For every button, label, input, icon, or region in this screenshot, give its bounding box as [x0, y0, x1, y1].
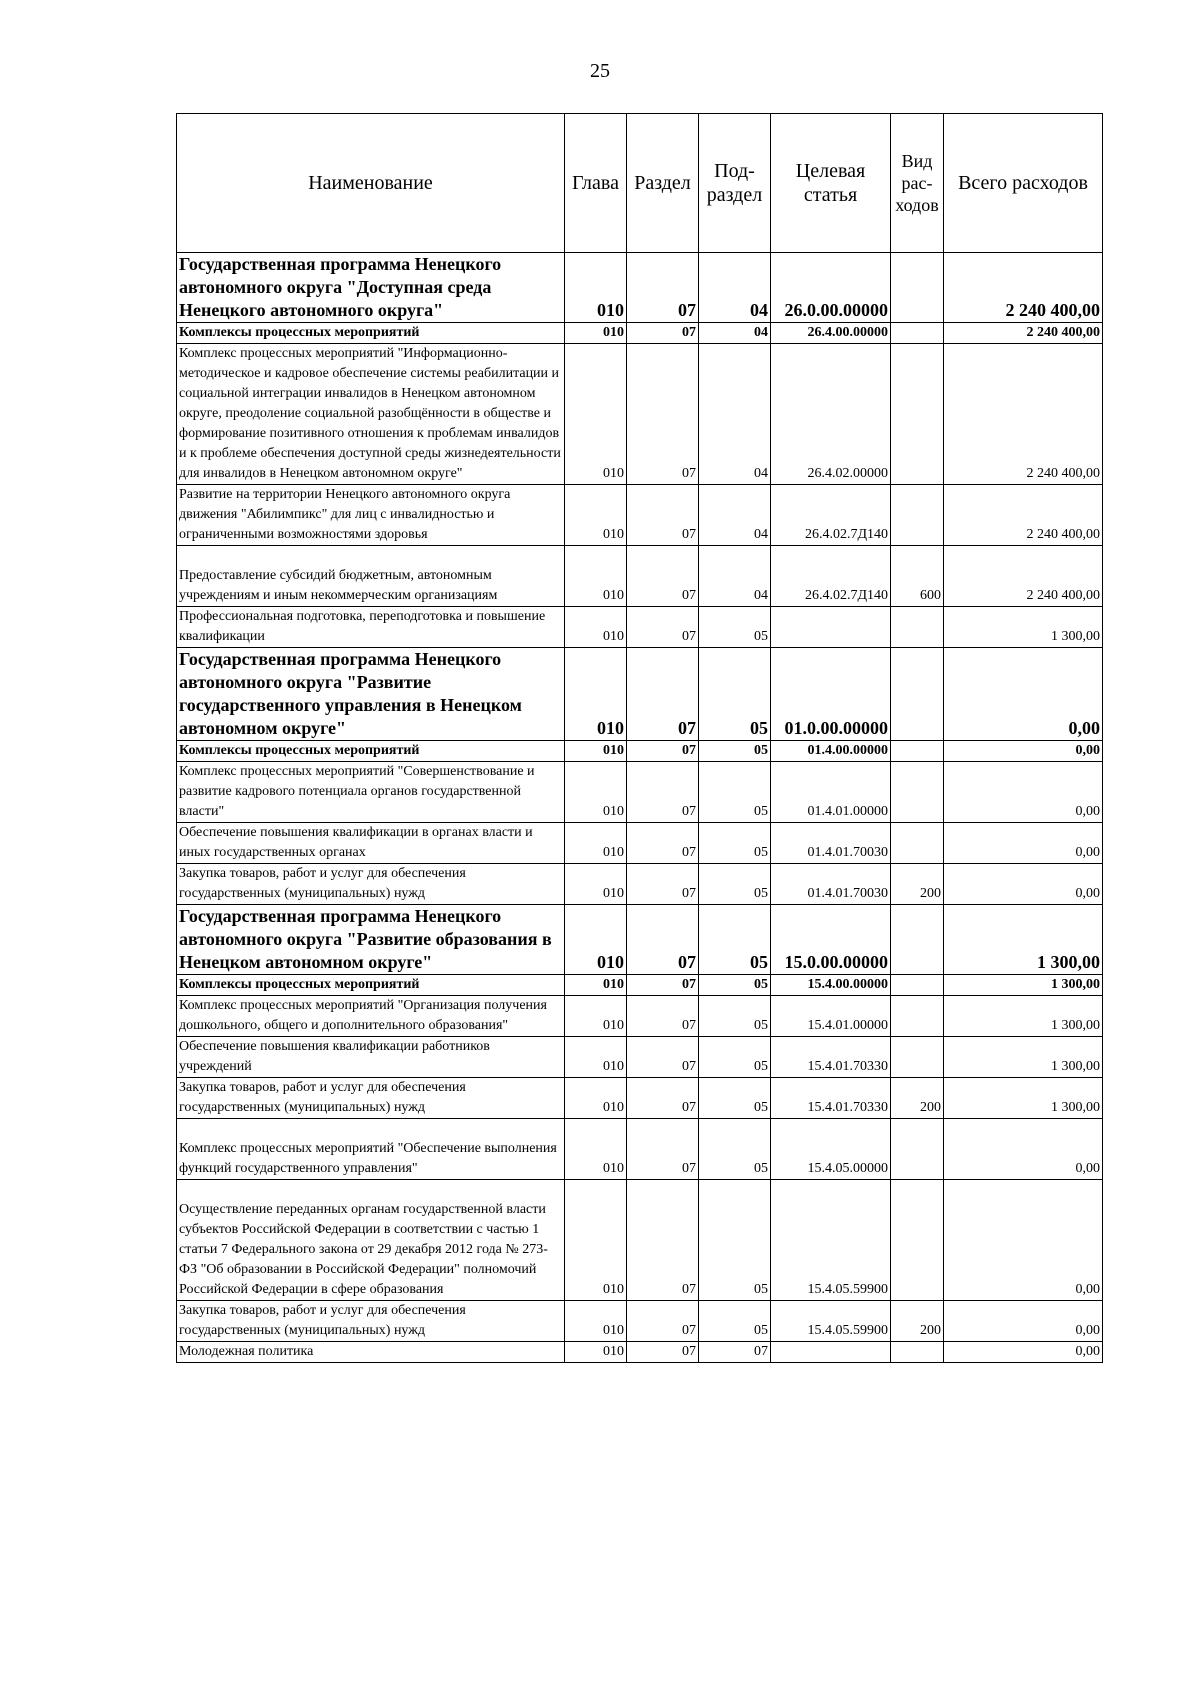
- cell-chapter: 010: [565, 996, 627, 1037]
- cell-total: 0,00: [944, 864, 1103, 905]
- cell-subsection: 04: [699, 323, 771, 344]
- cell-name: Комплекс процессных мероприятий "Организация получения дошкольного, общего и дополнительного образования": [177, 996, 565, 1037]
- cell-chapter: 010: [565, 546, 627, 607]
- cell-total: 1 300,00: [944, 607, 1103, 648]
- cell-section: 07: [627, 1180, 699, 1301]
- table-row: [177, 905, 1103, 975]
- cell-target: 01.4.01.00000: [771, 762, 891, 823]
- cell-subsection: 05: [699, 607, 771, 648]
- cell-section: 07: [627, 1301, 699, 1342]
- cell-target: 15.4.05.00000: [771, 1119, 891, 1180]
- cell-total: 0,00: [944, 1180, 1103, 1301]
- cell-name: Комплекс процессных мероприятий "Совершенствование и развитие кадрового потенциала органов государственной власти": [177, 762, 565, 823]
- cell-kind: [891, 996, 944, 1037]
- cell-target: 15.4.00.00000: [771, 975, 891, 996]
- cell-section: 07: [627, 996, 699, 1037]
- table-row: [177, 1342, 1103, 1363]
- cell-chapter: 010: [565, 485, 627, 546]
- header-chapter: Глава: [565, 114, 627, 253]
- cell-target: 15.4.05.59900: [771, 1180, 891, 1301]
- cell-total: 0,00: [944, 823, 1103, 864]
- cell-chapter: 010: [565, 741, 627, 762]
- cell-name: Закупка товаров, работ и услуг для обеспечения государственных (муниципальных) нужд: [177, 1301, 565, 1342]
- cell-total: 0,00: [944, 1301, 1103, 1342]
- header-target: Целевая статья: [771, 114, 891, 253]
- cell-kind: [891, 905, 944, 975]
- cell-section: 07: [627, 1342, 699, 1363]
- cell-subsection: 05: [699, 975, 771, 996]
- table-row: [177, 1301, 1103, 1342]
- cell-subsection: 05: [699, 996, 771, 1037]
- cell-name: Осуществление переданных органам государственной власти субъектов Российской Федерации в соответствии с частью 1 статьи 7 Федерального закона от 29 декабря 2012 года № 273-ФЗ "Об образовании в Российской Федерации" полномочий Российской Федерации в сфере образования: [177, 1180, 565, 1301]
- cell-chapter: 010: [565, 607, 627, 648]
- table-row: [177, 975, 1103, 996]
- cell-section: 07: [627, 1119, 699, 1180]
- table-row: [177, 485, 1103, 546]
- cell-total: 0,00: [944, 648, 1103, 741]
- table-row: [177, 864, 1103, 905]
- cell-section: 07: [627, 546, 699, 607]
- cell-kind: [891, 485, 944, 546]
- cell-total: 2 240 400,00: [944, 485, 1103, 546]
- cell-target: 01.4.01.70030: [771, 864, 891, 905]
- cell-subsection: 04: [699, 485, 771, 546]
- table-header-row: [177, 114, 1103, 253]
- cell-target: 15.0.00.00000: [771, 905, 891, 975]
- cell-name: Развитие на территории Ненецкого автономного округа движения "Абилимпикс" для лиц с инвалидностью и ограниченными возможностями здоровья: [177, 485, 565, 546]
- table-row: [177, 741, 1103, 762]
- cell-total: 2 240 400,00: [944, 546, 1103, 607]
- cell-total: 2 240 400,00: [944, 253, 1103, 323]
- cell-section: 07: [627, 344, 699, 485]
- cell-name: Государственная программа Ненецкого автономного округа "Развитие государственного управления в Ненецком автономном округе": [177, 648, 565, 741]
- cell-kind: 600: [891, 546, 944, 607]
- table-row: [177, 823, 1103, 864]
- cell-section: 07: [627, 485, 699, 546]
- header-total: Всего расходов: [944, 114, 1103, 253]
- cell-total: 0,00: [944, 1119, 1103, 1180]
- cell-section: 07: [627, 1037, 699, 1078]
- cell-kind: 200: [891, 1078, 944, 1119]
- cell-name: Государственная программа Ненецкого автономного округа "Доступная среда Ненецкого автономного округа": [177, 253, 565, 323]
- cell-chapter: 010: [565, 1037, 627, 1078]
- cell-chapter: 010: [565, 344, 627, 485]
- cell-kind: [891, 1180, 944, 1301]
- cell-name: Закупка товаров, работ и услуг для обеспечения государственных (муниципальных) нужд: [177, 1078, 565, 1119]
- cell-section: 07: [627, 905, 699, 975]
- cell-target: 01.4.00.00000: [771, 741, 891, 762]
- cell-total: 1 300,00: [944, 996, 1103, 1037]
- cell-subsection: 05: [699, 905, 771, 975]
- table-row: [177, 344, 1103, 485]
- cell-chapter: 010: [565, 648, 627, 741]
- cell-target: 26.4.02.7Д140: [771, 485, 891, 546]
- cell-kind: [891, 1119, 944, 1180]
- table-row: [177, 253, 1103, 323]
- cell-name: Обеспечение повышения квалификации в органах власти и иных государственных органах: [177, 823, 565, 864]
- page-number: 25: [590, 60, 610, 82]
- cell-kind: [891, 1037, 944, 1078]
- cell-name: Закупка товаров, работ и услуг для обеспечения государственных (муниципальных) нужд: [177, 864, 565, 905]
- cell-target: 15.4.01.70330: [771, 1037, 891, 1078]
- cell-name: Профессиональная подготовка, переподготовка и повышение квалификации: [177, 607, 565, 648]
- cell-chapter: 010: [565, 1078, 627, 1119]
- cell-subsection: 05: [699, 823, 771, 864]
- cell-kind: 200: [891, 864, 944, 905]
- cell-total: 1 300,00: [944, 905, 1103, 975]
- cell-target: 15.4.01.00000: [771, 996, 891, 1037]
- cell-section: 07: [627, 607, 699, 648]
- table-row: [177, 546, 1103, 607]
- cell-section: 07: [627, 648, 699, 741]
- cell-target: 26.4.02.7Д140: [771, 546, 891, 607]
- cell-target: [771, 1342, 891, 1363]
- cell-subsection: 05: [699, 1301, 771, 1342]
- cell-chapter: 010: [565, 823, 627, 864]
- cell-section: 07: [627, 975, 699, 996]
- table-row: [177, 607, 1103, 648]
- cell-kind: [891, 1342, 944, 1363]
- cell-chapter: 010: [565, 1301, 627, 1342]
- cell-target: 01.0.00.00000: [771, 648, 891, 741]
- cell-kind: [891, 823, 944, 864]
- budget-table: [176, 113, 1103, 1363]
- cell-total: 1 300,00: [944, 1037, 1103, 1078]
- header-name: Наименование: [177, 114, 565, 253]
- table-row: [177, 996, 1103, 1037]
- cell-section: 07: [627, 323, 699, 344]
- table-row: [177, 1180, 1103, 1301]
- cell-chapter: 010: [565, 1342, 627, 1363]
- cell-subsection: 05: [699, 648, 771, 741]
- cell-name: Комплекс процессных мероприятий "Информационно-методическое и кадровое обеспечение системы реабилитации и социальной интеграции инвалидов в Ненецком автономном округе, преодоление социальной разобщённости в обществе и формирование позитивного отношения к проблемам инвалидов и к проблеме обеспечения доступной среды жизнедеятельности для инвалидов в Ненецком автономном округе": [177, 344, 565, 485]
- cell-section: 07: [627, 762, 699, 823]
- cell-kind: [891, 975, 944, 996]
- cell-total: 0,00: [944, 1342, 1103, 1363]
- cell-target: 26.0.00.00000: [771, 253, 891, 323]
- cell-name: Комплексы процессных мероприятий: [177, 323, 565, 344]
- table-row: [177, 1119, 1103, 1180]
- cell-section: 07: [627, 823, 699, 864]
- cell-total: 1 300,00: [944, 1078, 1103, 1119]
- cell-subsection: 05: [699, 1119, 771, 1180]
- cell-total: 0,00: [944, 741, 1103, 762]
- cell-kind: [891, 607, 944, 648]
- cell-chapter: 010: [565, 253, 627, 323]
- cell-section: 07: [627, 1078, 699, 1119]
- cell-kind: [891, 253, 944, 323]
- cell-section: 07: [627, 741, 699, 762]
- cell-name: Комплексы процессных мероприятий: [177, 741, 565, 762]
- cell-chapter: 010: [565, 762, 627, 823]
- cell-name: Предоставление субсидий бюджетным, автономным учреждениям и иным некоммерческим организациям: [177, 546, 565, 607]
- cell-target: 01.4.01.70030: [771, 823, 891, 864]
- cell-name: Комплекс процессных мероприятий "Обеспечение выполнения функций государственного управления": [177, 1119, 565, 1180]
- table-row: [177, 1078, 1103, 1119]
- cell-chapter: 010: [565, 1180, 627, 1301]
- cell-chapter: 010: [565, 975, 627, 996]
- table-row: [177, 323, 1103, 344]
- table-row: [177, 1037, 1103, 1078]
- header-subsection: Под-раздел: [699, 114, 771, 253]
- cell-name: Государственная программа Ненецкого автономного округа "Развитие образования в Ненецком автономном округе": [177, 905, 565, 975]
- cell-target: 26.4.02.00000: [771, 344, 891, 485]
- cell-kind: [891, 741, 944, 762]
- cell-kind: [891, 344, 944, 485]
- cell-target: 15.4.05.59900: [771, 1301, 891, 1342]
- cell-kind: 200: [891, 1301, 944, 1342]
- table-body: [177, 253, 1103, 1363]
- cell-total: 2 240 400,00: [944, 344, 1103, 485]
- cell-chapter: 010: [565, 905, 627, 975]
- cell-subsection: 05: [699, 1078, 771, 1119]
- cell-subsection: 05: [699, 762, 771, 823]
- cell-chapter: 010: [565, 864, 627, 905]
- cell-subsection: 04: [699, 344, 771, 485]
- cell-chapter: 010: [565, 1119, 627, 1180]
- cell-subsection: 05: [699, 1180, 771, 1301]
- cell-section: 07: [627, 253, 699, 323]
- table-row: [177, 762, 1103, 823]
- cell-subsection: 05: [699, 741, 771, 762]
- cell-subsection: 04: [699, 546, 771, 607]
- cell-name: Молодежная политика: [177, 1342, 565, 1363]
- cell-kind: [891, 648, 944, 741]
- cell-chapter: 010: [565, 323, 627, 344]
- cell-subsection: 04: [699, 253, 771, 323]
- header-kind: Вид рас-ходов: [891, 114, 944, 253]
- cell-subsection: 07: [699, 1342, 771, 1363]
- cell-section: 07: [627, 864, 699, 905]
- table-row: [177, 648, 1103, 741]
- cell-target: 26.4.00.00000: [771, 323, 891, 344]
- cell-kind: [891, 762, 944, 823]
- cell-target: [771, 607, 891, 648]
- cell-kind: [891, 323, 944, 344]
- cell-total: 0,00: [944, 762, 1103, 823]
- cell-subsection: 05: [699, 864, 771, 905]
- cell-subsection: 05: [699, 1037, 771, 1078]
- cell-total: 1 300,00: [944, 975, 1103, 996]
- header-section: Раздел: [627, 114, 699, 253]
- cell-name: Комплексы процессных мероприятий: [177, 975, 565, 996]
- cell-total: 2 240 400,00: [944, 323, 1103, 344]
- cell-target: 15.4.01.70330: [771, 1078, 891, 1119]
- cell-name: Обеспечение повышения квалификации работников учреждений: [177, 1037, 565, 1078]
